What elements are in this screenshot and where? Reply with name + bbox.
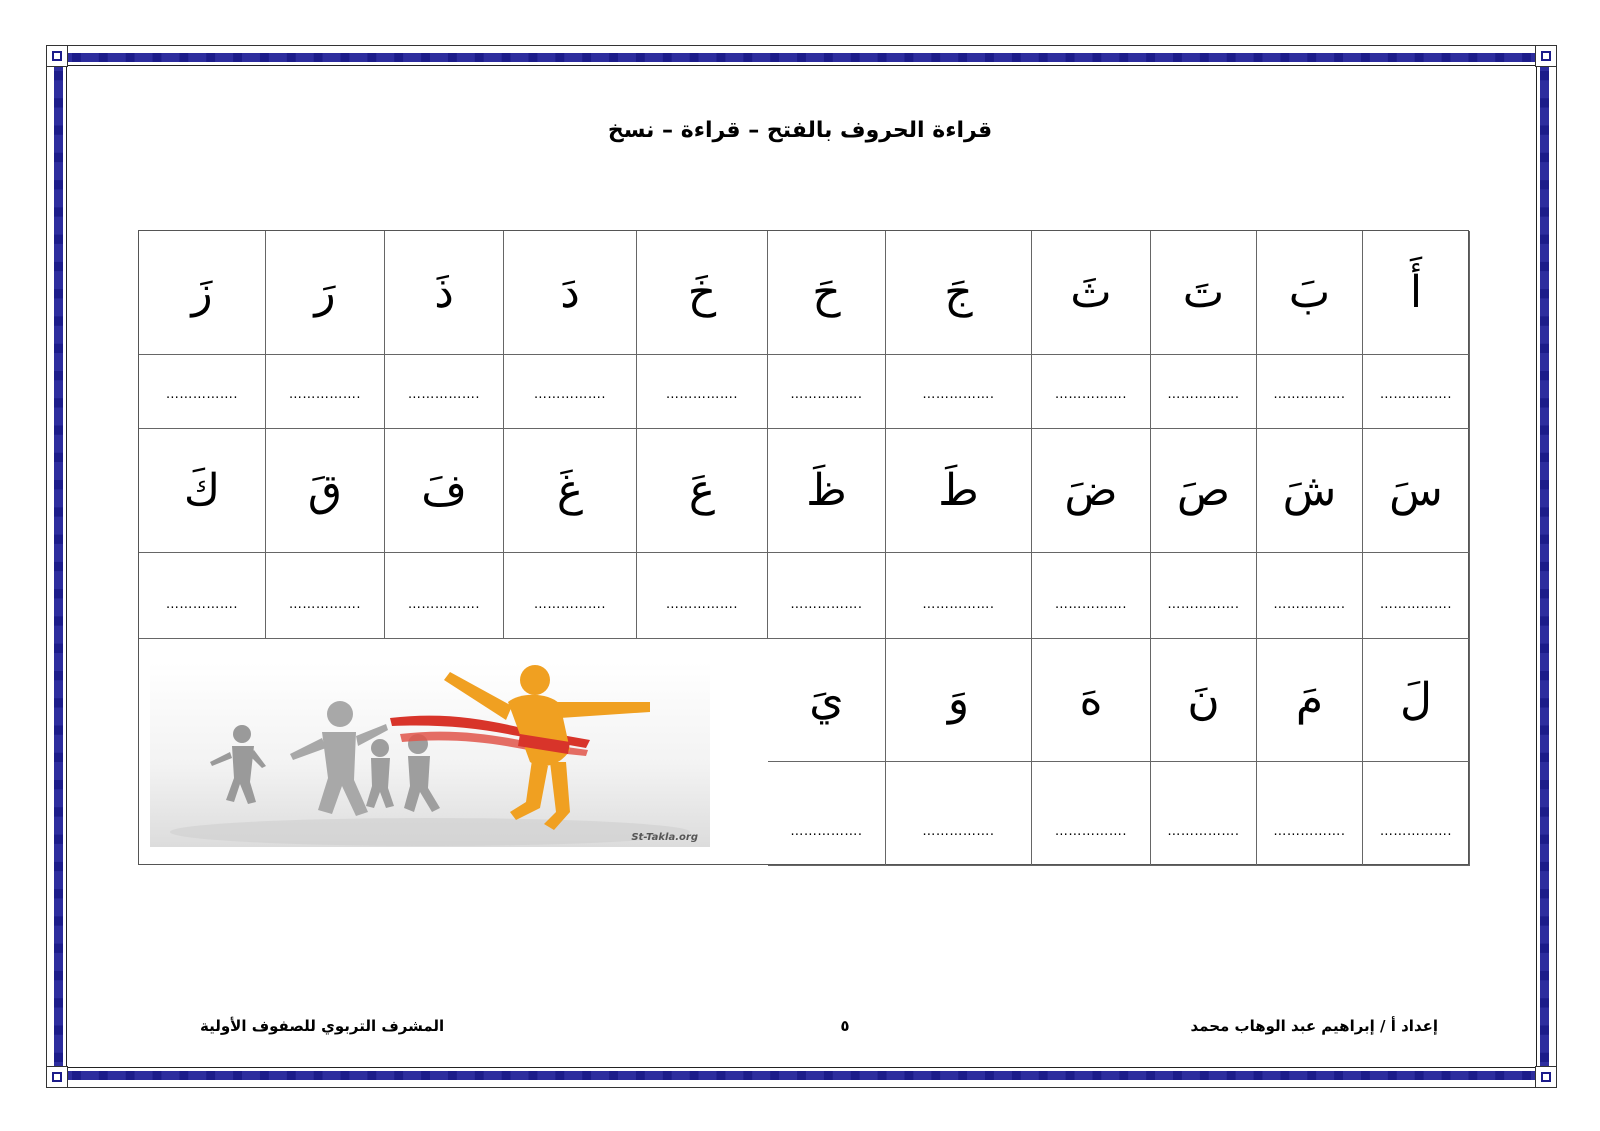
dotted-blank: …………….	[922, 387, 995, 402]
letter-cell	[266, 231, 385, 355]
letter-cell	[385, 429, 504, 553]
dotted-blank: …………….	[288, 597, 362, 612]
letter-cell	[1151, 429, 1257, 553]
letter-cell	[886, 231, 1032, 355]
copy-blank-cell[interactable]	[266, 355, 385, 429]
letter-cell	[768, 231, 886, 355]
copy-blank-cell[interactable]	[886, 762, 1032, 866]
letter-cell	[886, 429, 1032, 553]
copy-blank-cell[interactable]	[637, 355, 768, 429]
letter-glyph: جَ	[944, 266, 973, 318]
dotted-blank: …………….	[1273, 824, 1346, 839]
copy-blank-cell[interactable]	[504, 355, 637, 429]
letter-glyph: سَ	[1389, 464, 1443, 516]
copy-blank-cell[interactable]	[768, 553, 886, 639]
frame-corner-ornament	[1535, 1066, 1557, 1088]
dotted-blank: …………….	[1054, 824, 1128, 839]
letter-glyph: تَ	[1182, 266, 1225, 318]
letter-cell	[768, 639, 886, 762]
letter-cell	[1032, 639, 1151, 762]
letter-cell	[1032, 429, 1151, 553]
dotted-blank: …………….	[790, 387, 863, 402]
copy-blank-cell[interactable]	[1151, 762, 1257, 866]
dotted-blank: …………….	[165, 597, 239, 612]
letter-cell	[637, 231, 768, 355]
copy-blank-cell[interactable]	[886, 355, 1032, 429]
letter-cell	[1151, 231, 1257, 355]
dotted-blank: …………….	[165, 387, 239, 402]
page-number: ٥	[840, 1017, 850, 1035]
dotted-blank: …………….	[1273, 597, 1346, 612]
letter-cell	[637, 429, 768, 553]
dotted-blank: …………….	[533, 597, 607, 612]
letter-glyph: ظَ	[806, 464, 847, 516]
letter-cell	[504, 429, 637, 553]
letter-glyph: دَ	[560, 266, 580, 318]
letter-cell	[1257, 231, 1363, 355]
letter-glyph: زَ	[191, 266, 213, 318]
dotted-blank: …………….	[1379, 824, 1453, 839]
letter-glyph: بَ	[1288, 266, 1331, 318]
copy-blank-cell[interactable]	[139, 355, 266, 429]
copy-blank-cell[interactable]	[1257, 355, 1363, 429]
dotted-blank: …………….	[1054, 597, 1128, 612]
dotted-blank: …………….	[1167, 387, 1240, 402]
letter-glyph: يَ	[809, 674, 844, 725]
dotted-blank: …………….	[790, 824, 863, 839]
copy-blank-cell[interactable]	[1032, 355, 1151, 429]
dotted-blank: …………….	[790, 597, 863, 612]
letter-glyph: لَ	[1400, 674, 1432, 725]
copy-blank-cell[interactable]	[139, 553, 266, 639]
letter-glyph: ذَ	[434, 266, 454, 318]
dotted-blank: …………….	[1054, 387, 1128, 402]
letter-cell	[139, 231, 266, 355]
letter-glyph: صَ	[1176, 464, 1231, 516]
letter-glyph: هَ	[1079, 674, 1103, 725]
letter-cell	[139, 429, 266, 553]
dotted-blank: …………….	[407, 597, 481, 612]
dotted-blank: …………….	[1167, 824, 1240, 839]
copy-blank-cell[interactable]	[266, 553, 385, 639]
copy-blank-cell[interactable]	[385, 355, 504, 429]
image-credit: St-Takla.org	[631, 832, 698, 843]
dotted-blank: …………….	[288, 387, 362, 402]
letter-cell	[1363, 639, 1470, 762]
copy-blank-cell[interactable]	[1363, 762, 1470, 866]
worksheet-title: قراءة الحروف بالفتح – قراءة – نسخ	[607, 118, 993, 143]
letter-glyph: قَ	[307, 464, 343, 516]
copy-blank-cell[interactable]	[1032, 762, 1151, 866]
copy-blank-cell[interactable]	[1032, 553, 1151, 639]
letter-cell	[768, 429, 886, 553]
letter-glyph: حَ	[812, 266, 841, 318]
dotted-blank: …………….	[1167, 597, 1240, 612]
letter-glyph: ثَ	[1070, 266, 1112, 318]
letter-cell	[266, 429, 385, 553]
dotted-blank: …………….	[665, 387, 739, 402]
copy-blank-cell[interactable]	[1257, 762, 1363, 866]
letter-glyph: رَ	[314, 266, 336, 318]
copy-blank-cell[interactable]	[504, 553, 637, 639]
frame-corner-ornament	[1535, 45, 1557, 67]
letter-glyph: نَ	[1187, 674, 1220, 725]
letter-cell	[1151, 639, 1257, 762]
copy-blank-cell[interactable]	[1151, 553, 1257, 639]
dotted-blank: …………….	[922, 597, 995, 612]
copy-blank-cell[interactable]	[385, 553, 504, 639]
dotted-blank: …………….	[922, 824, 995, 839]
letter-cell	[1363, 231, 1470, 355]
footer-supervisor: المشرف التربوي للصفوف الأولية	[200, 1017, 445, 1035]
footer-author: إعداد أ / إبراهيم عبد الوهاب محمد	[1190, 1017, 1438, 1035]
dotted-blank: …………….	[1273, 387, 1346, 402]
dotted-blank: …………….	[1379, 387, 1453, 402]
letter-cell	[1363, 429, 1470, 553]
race-winner-illustration	[150, 662, 710, 847]
letter-cell	[1257, 639, 1363, 762]
letter-glyph: كَ	[183, 464, 221, 516]
letter-glyph: غَ	[556, 464, 584, 516]
letter-glyph: طَ	[938, 464, 979, 516]
dotted-blank: …………….	[1379, 597, 1453, 612]
copy-blank-cell[interactable]	[768, 762, 886, 866]
copy-blank-cell[interactable]	[768, 355, 886, 429]
letter-glyph: أَ	[1409, 266, 1423, 318]
copy-blank-cell[interactable]	[1363, 553, 1470, 639]
letter-glyph: عَ	[688, 464, 716, 516]
letter-glyph: مَ	[1295, 674, 1324, 725]
frame-corner-ornament	[46, 45, 68, 67]
copy-blank-cell[interactable]	[886, 553, 1032, 639]
copy-blank-cell[interactable]	[1257, 553, 1363, 639]
letter-glyph: ضَ	[1064, 464, 1118, 516]
letter-glyph: فَ	[421, 464, 467, 516]
copy-blank-cell[interactable]	[1363, 355, 1470, 429]
letter-glyph: وَ	[947, 674, 970, 725]
letter-cell	[504, 231, 637, 355]
letter-glyph: خَ	[687, 266, 717, 318]
runners-illustration-graphic	[150, 662, 710, 847]
letter-cell	[385, 231, 504, 355]
letter-cell	[1032, 231, 1151, 355]
copy-blank-cell[interactable]	[637, 553, 768, 639]
letter-cell	[886, 639, 1032, 762]
copy-blank-cell[interactable]	[1151, 355, 1257, 429]
dotted-blank: …………….	[665, 597, 739, 612]
dotted-blank: …………….	[533, 387, 607, 402]
letter-cell	[1257, 429, 1363, 553]
letter-glyph: شَ	[1282, 464, 1337, 516]
frame-corner-ornament	[46, 1066, 68, 1088]
dotted-blank: …………….	[407, 387, 481, 402]
